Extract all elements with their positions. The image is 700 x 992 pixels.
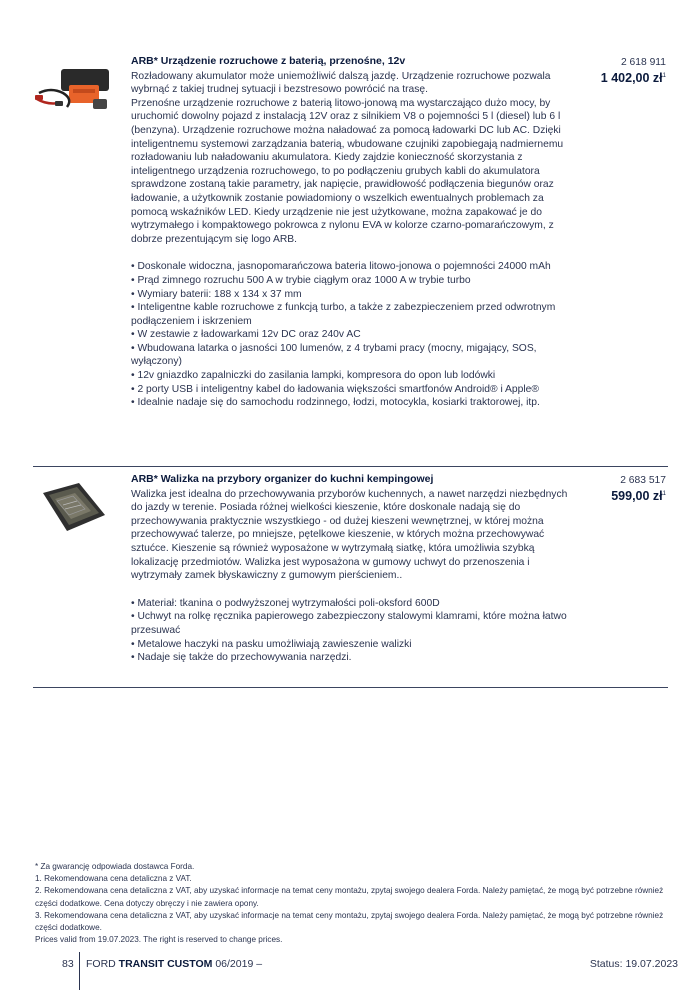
product-divider <box>33 687 668 688</box>
feature-item: • Uchwyt na rolkę ręcznika papierowego zabezpieczony stalowymi klamrami, które można łatwo przesuwać <box>131 611 567 636</box>
feature-item: • Inteligentne kable rozruchowe z funkcją turbo, a także z zabezpieczeniem przed odwrotnym podłączeniem i iskrzeniem <box>131 302 556 327</box>
price-block <box>611 474 666 504</box>
feature-item: • Nadaje się także do przechowywania narzędzi. <box>131 652 352 664</box>
footnote: * Za gwarancję odpowiada dostawca Forda. <box>35 862 195 871</box>
price-footnote-ref: 1 <box>662 73 666 79</box>
page-footer <box>0 952 700 992</box>
part-number: 2 618 911 <box>620 57 666 68</box>
price <box>601 69 666 86</box>
feature-list <box>131 260 571 410</box>
price-value: 1 402,00 zł <box>600 71 663 86</box>
model-name: TRANSIT CUSTOM <box>118 958 213 970</box>
price <box>611 487 666 504</box>
description-paragraph: Przenośne urządzenie rozruchowe z baterią litowo-jonową ma wystarczająco dużo mocy, by uruchomić dowolny pojazd z instalacją 12V oraz z silnikiem V8 o pojemności 5 l (diesel) lub 6 l (benzyna). Urządzenie rozruchowe można naładować za pomocą ładowarki DC lub AC. Dzięki inteligentnemu systemowi zarządzania baterią, wbudowane czujniki zapobiegają nadmiernemu rozładowaniu lub naładowaniu akumulatora. Kiedy zajdzie konieczność skorzystania z inteligentnego urządzenia rozruchowego, to po podłączeniu grubych kabli do akumulatora sprawdzone zostaną takie parametry, jak napięcie, prawidłowość podłączenia biegunów oraz ładowanie, a użytkownik zostanie powiadomiony o wszelkich ewentualnych problemach za pomocą wskaźników LED. Kiedy urządzenie nie jest użytkowane, można zapakować je do wytrzymałego i kompaktowego pokrowca z nylonu EVA w kolorze czarno-pomarańczowym, z dobrze prezentującym się logo ARB. <box>131 97 564 245</box>
footnote: 3. Rekomendowana cena detaliczna z VAT, aby uzyskać informacje na temat ceny montażu, zpytaj swojego dealera Forda. Należy pamiętać, że mogą być potrzebne również części dodatkowe. <box>35 910 664 933</box>
feature-item: • Metalowe haczyki na pasku umożliwiają zawieszenie walizki <box>131 638 412 650</box>
footnote: Prices valid from 19.07.2023. The right is reserved to change prices. <box>35 935 283 945</box>
feature-item: • Idealnie nadaje się do samochodu rodzinnego, łodzi, motocykla, kosiarki traktorowej, itp. <box>131 397 540 409</box>
status-date: Status: 19.07.2023 <box>589 958 678 970</box>
feature-item: • Prąd zimnego rozruchu 500 A w trybie ciągłym oraz 1000 A w trybie turbo <box>131 274 471 286</box>
description-paragraph: Walizka jest idealna do przechowywania przyborów kuchennych, a nawet narzędzi niezbędnych do jazdy w terenie. Posiada różnej wielkości kieszenie, które doskonale nadają się do przechowywania praktycznie wszystkiego - od dużej kieszeni wewnętrznej, w której można przechowywać talerze, po mniejsze, pętelkowe kieszenie, w których można przechowywać sztućce. Kieszenie są również wyposażone w wytrzymałą siatkę, która umożliwia szybką lokalizację przedmiotów. Walizka jest wyposażona w gumowy uchwyt do przenoszenia i wytrzymały zamek błyskawiczny z gumowym pierścieniem.. <box>131 488 568 582</box>
product-description <box>131 55 571 410</box>
footnote: 2. Rekomendowana cena detaliczna z VAT, aby uzyskać informacje na temat ceny montażu, zpytaj swojego dealera Forda. Należy pamiętać, że mogą być potrzebne również części dodatkowe. Cena dotyczy obręczy i nie zawiera opony. <box>35 886 664 908</box>
organizer-case-image <box>33 479 113 537</box>
jump-starter-image <box>33 59 113 119</box>
model-period: 06/2019 – <box>215 958 263 970</box>
price-value: 599,00 zł <box>611 489 663 504</box>
price-footnote-ref: 1 <box>662 491 666 497</box>
feature-item: • Materiał: tkanina o podwyższonej wytrzymałości poli-oksford 600D <box>131 597 440 609</box>
footnotes <box>35 861 665 946</box>
footer-brand <box>86 958 262 970</box>
feature-item: • W zestawie z ładowarkami 12v DC oraz 240v AC <box>131 329 361 341</box>
feature-item: • 2 porty USB i inteligentny kabel do ładowania większości smartfonów Android® i Apple® <box>131 383 539 395</box>
feature-list <box>131 597 571 665</box>
product-title: ARB* Walizka na przybory organizer do kuchni kempingowej <box>131 473 434 485</box>
footnote: 1. Rekomendowana cena detaliczna z VAT. <box>35 874 192 884</box>
feature-item: • Wymiary baterii: 188 x 134 x 37 mm <box>131 288 302 300</box>
brand-name: FORD <box>86 958 116 970</box>
price-block <box>601 56 666 86</box>
feature-item: • 12v gniazdko zapalniczki do zasilania lampki, kompresora do opon lub lodówki <box>131 370 496 382</box>
product-divider <box>33 466 668 467</box>
product-title: ARB* Urządzenie rozruchowe z baterią, przenośne, 12v <box>131 55 406 67</box>
feature-item: • Wbudowana latarka o jasności 100 lumenów, z 4 trybami pracy (mocny, migający, SOS, wyłączony) <box>131 342 537 368</box>
part-number: 2 683 517 <box>620 475 666 486</box>
page-number: 83 <box>62 958 74 970</box>
feature-item: • Doskonale widoczna, jasnopomarańczowa bateria litowo-jonowa o pojemności 24000 mAh <box>131 261 551 273</box>
description-paragraph: Rozładowany akumulator może uniemożliwić dalszą jazdę. Urządzenie rozruchowe pozwala wybrnąć z takiej trudnej sytuacji i bezstresowo powrócić na trasę. <box>131 70 551 96</box>
footer-separator <box>79 952 80 990</box>
product-description <box>131 473 571 665</box>
